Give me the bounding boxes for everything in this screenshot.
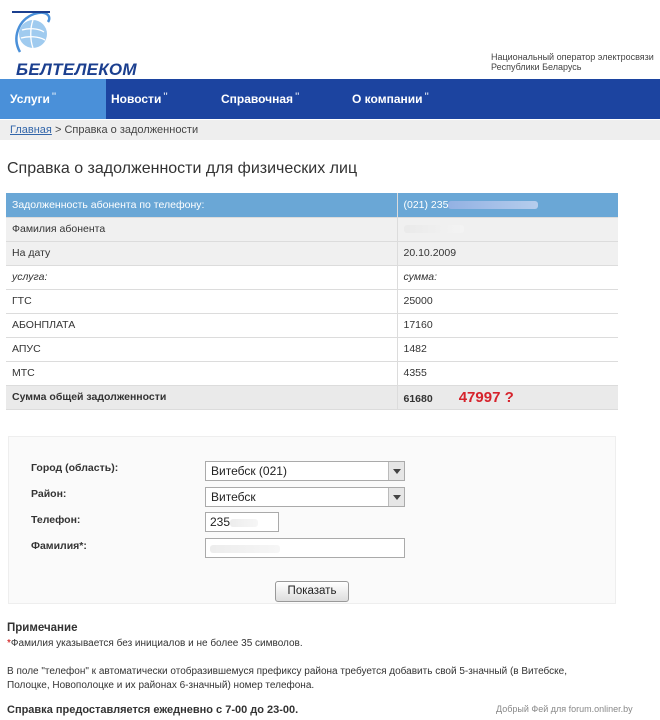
site-header [0,0,660,78]
table-cell: 4355 [397,361,618,385]
table-row [6,241,618,265]
show-button[interactable]: Показать [275,581,349,602]
table-row [6,313,618,337]
beltelecom-logo[interactable] [6,8,156,79]
breadcrumb-separator: > [54,124,62,136]
table-cell: Сумма общей задолженности [6,385,397,409]
nav-item-services[interactable] [0,79,106,119]
note-surname-text: Фамилия указывается без инициалов и не более 35 символов. [10,638,303,649]
table-row [6,337,618,361]
nav-item-about[interactable] [342,79,429,119]
note-hours: Справка предоставляется ежедневно с 7-00 до 23-00. [7,704,299,716]
breadcrumb-home-link[interactable]: Главная [10,124,52,136]
table-row [6,385,618,409]
nav-item-news[interactable] [101,79,168,119]
nav-item-label: Новости [111,92,162,106]
table-cell: 20.10.2009 [397,241,618,265]
phone-label: Телефон: [31,514,81,526]
nav-tick-icon: '' [51,91,57,101]
table-cell [397,217,618,241]
forum-watermark: Добрый Фей для forum.onliner.by [496,704,633,714]
district-label: Район: [31,488,67,500]
nav-tick-icon: '' [424,91,429,101]
table-cell: Задолженность абонента по телефону: [6,193,397,217]
nav-tick-icon: '' [295,91,300,101]
redacted-block [210,545,280,553]
table-row [6,193,618,217]
tagline-line-1: Национальный оператор электросвязи [491,52,654,62]
tagline-line-2: Республики Беларусь [491,62,582,72]
city-label: Город (область): [31,462,119,474]
surname-label: Фамилия*: [31,540,87,552]
surname-input[interactable] [205,538,405,558]
table-row [6,361,618,385]
page-title: Справка о задолженности для физических лиц [7,160,358,177]
nav-item-label: Услуги [10,92,50,106]
phone-input-value: 235 [210,515,231,529]
table-row [6,265,618,289]
phone-input[interactable] [205,512,279,532]
phone-number-value: (021) 235 [403,198,449,211]
handwritten-annotation: 47997 ? [458,388,514,406]
nav-item-reference[interactable] [211,79,299,119]
note-title: Примечание [7,622,78,634]
header-tagline [491,52,660,72]
logo-text: БЕЛТЕЛЕКОМ [16,60,137,79]
nav-item-label: О компании [352,92,423,106]
required-star: * [7,638,11,649]
table-cell: услуга: [6,265,397,289]
table-cell: АБОНПЛАТА [6,313,397,337]
table-cell: 25000 [397,289,618,313]
total-value: 61680 [403,392,433,405]
table-row [6,217,618,241]
nav-tick-icon: '' [163,91,168,101]
chevron-down-icon[interactable] [388,462,404,480]
note-surname [7,638,303,649]
district-select[interactable] [205,487,405,507]
table-cell: Фамилия абонента [6,217,397,241]
breadcrumb-current: Справка о задолженности [64,124,199,136]
redacted-block [404,225,464,233]
table-row [6,289,618,313]
nav-item-label: Справочная [221,92,294,106]
note-phone: В поле "телефон" к автоматически отобразившемуся префиксу района требуется добавить свой 5-значный (в Витебске, Полоцке, Новополоцке и их районах 6-значный) номер телефона. [7,666,567,691]
city-select-value: Витебск (021) [211,464,287,478]
table-cell: МТС [6,361,397,385]
table-cell: 17160 [397,313,618,337]
table-cell: ГТС [6,289,397,313]
table-cell: На дату [6,241,397,265]
table-cell [397,385,618,409]
main-nav [0,79,660,119]
table-cell: сумма: [397,265,618,289]
redacted-block [448,201,538,209]
redacted-block [230,519,258,527]
table-cell: АПУС [6,337,397,361]
district-select-value: Витебск [211,490,256,504]
table-cell [397,193,618,217]
table-cell: 1482 [397,337,618,361]
city-select[interactable] [205,461,405,481]
chevron-down-icon[interactable] [388,488,404,506]
debt-table [6,193,618,410]
breadcrumb [0,120,660,140]
